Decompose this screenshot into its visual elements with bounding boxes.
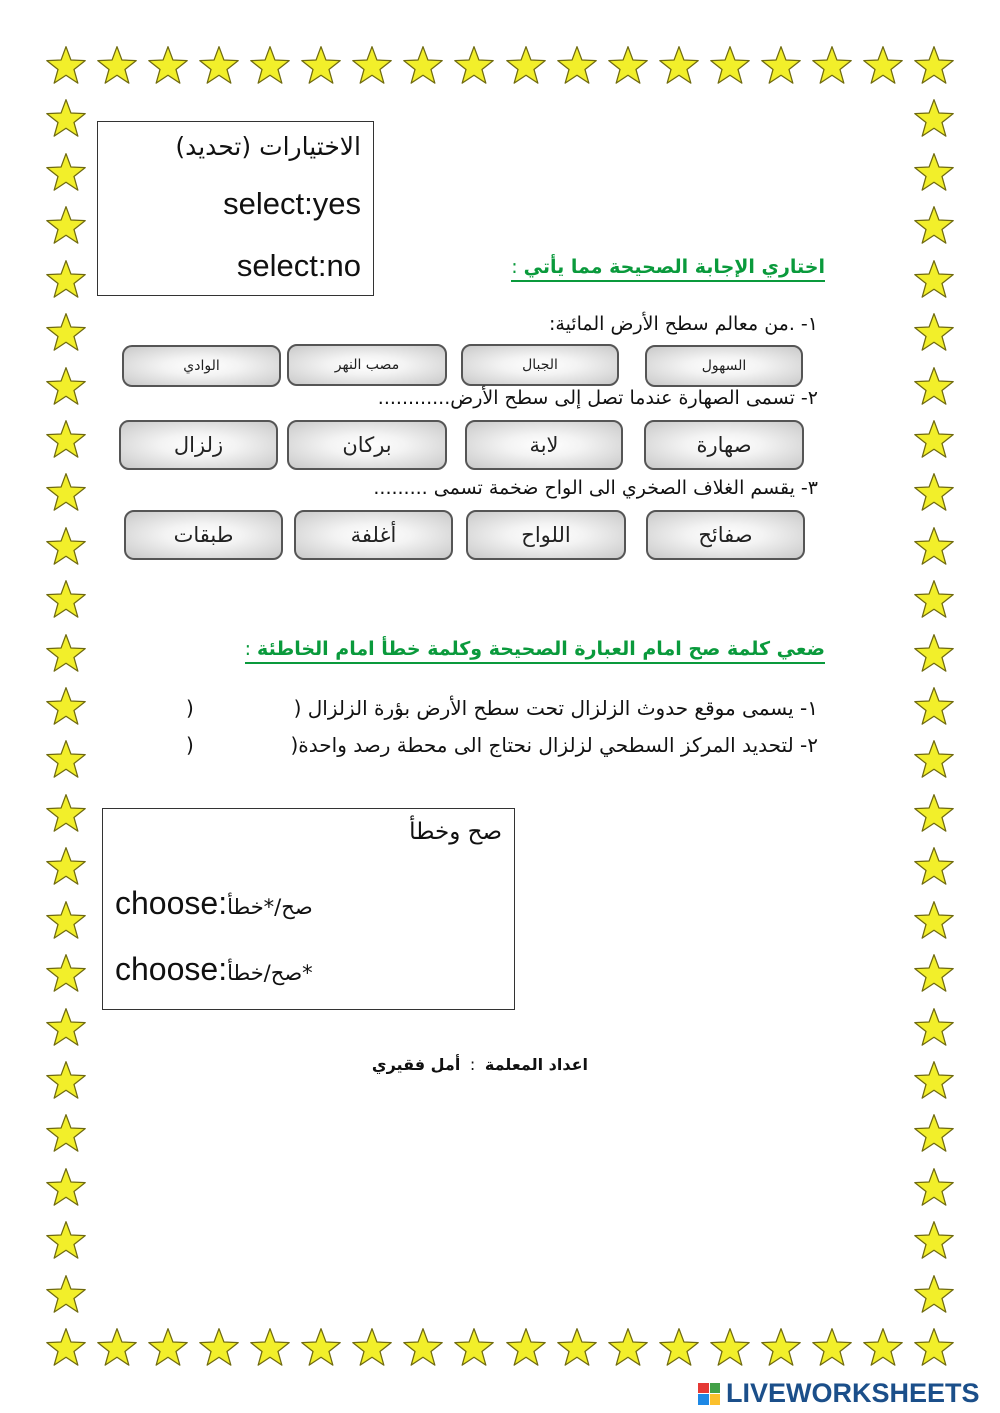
- true-false-row-1: [115, 885, 313, 922]
- star-icon: [913, 152, 955, 194]
- star-icon: [913, 686, 955, 728]
- star-icon: [453, 45, 495, 87]
- q3-option-1[interactable]: صفائح: [646, 510, 805, 560]
- q2-option-3[interactable]: بركان: [287, 420, 447, 470]
- star-icon: [862, 1327, 904, 1369]
- star-icon: [760, 45, 802, 87]
- true-false-box: [102, 808, 515, 1010]
- star-icon: [505, 45, 547, 87]
- true-false-row-2: [115, 951, 313, 988]
- q3-option-4[interactable]: طبقات: [124, 510, 283, 560]
- star-icon: [913, 1060, 955, 1102]
- star-icon: [147, 1327, 189, 1369]
- star-icon: [913, 1274, 955, 1316]
- row2-choose-label: choose:: [115, 951, 228, 987]
- star-icon: [811, 45, 853, 87]
- star-icon: [45, 1274, 87, 1316]
- star-icon: [45, 1327, 87, 1369]
- star-icon: [913, 1113, 955, 1155]
- star-icon: [913, 1007, 955, 1049]
- star-icon: [300, 1327, 342, 1369]
- logo-text: LIVEWORKSHEETS: [726, 1378, 980, 1408]
- row1-choices: صح/*خطأ: [227, 895, 313, 919]
- star-icon: [607, 1327, 649, 1369]
- star-icon: [913, 312, 955, 354]
- q2-option-1[interactable]: صهارة: [644, 420, 804, 470]
- star-icon: [45, 1113, 87, 1155]
- star-icon: [96, 45, 138, 87]
- star-icon: [913, 739, 955, 781]
- true-false-title: صح وخطأ: [409, 819, 502, 845]
- question-2: ٢- تسمى الصهارة عندما تصل إلى سطح الأرض............: [377, 387, 818, 409]
- q3-option-3[interactable]: أغلفة: [294, 510, 453, 560]
- q1-option-3[interactable]: مصب النهر: [287, 344, 447, 386]
- star-icon: [45, 1220, 87, 1262]
- star-icon: [198, 45, 240, 87]
- section1-heading-text: اختاري الإجابة الصحيحة مما يأتي: [523, 256, 825, 278]
- star-icon: [913, 1167, 955, 1209]
- star-icon: [913, 579, 955, 621]
- star-icon: [913, 366, 955, 408]
- star-icon: [913, 1327, 955, 1369]
- star-icon: [45, 846, 87, 888]
- star-icon: [913, 633, 955, 675]
- star-icon: [556, 1327, 598, 1369]
- star-icon: [402, 45, 444, 87]
- star-icon: [913, 98, 955, 140]
- star-icon: [556, 45, 598, 87]
- star-icon: [45, 45, 87, 87]
- star-icon: [45, 472, 87, 514]
- star-icon: [913, 846, 955, 888]
- star-icon: [811, 1327, 853, 1369]
- star-icon: [913, 900, 955, 942]
- star-icon: [862, 45, 904, 87]
- question-3: ٣- يقسم الغلاف الصخري الى الواح ضخمة تسمى .........: [373, 477, 818, 499]
- statement-2-close-paren: ): [186, 733, 194, 757]
- star-icon: [300, 45, 342, 87]
- logo-mark-cell-2: [710, 1383, 721, 1394]
- star-icon: [45, 739, 87, 781]
- q2-option-2[interactable]: لابة: [465, 420, 623, 470]
- star-icon: [45, 98, 87, 140]
- star-icon: [45, 1167, 87, 1209]
- star-icon: [913, 526, 955, 568]
- instructions-box: [97, 121, 374, 296]
- star-icon: [45, 633, 87, 675]
- star-icon: [45, 1060, 87, 1102]
- star-icon: [45, 419, 87, 461]
- q3-option-2[interactable]: اللواح: [466, 510, 626, 560]
- section1-heading-colon: :: [511, 256, 518, 278]
- star-icon: [658, 1327, 700, 1369]
- star-icon: [45, 1007, 87, 1049]
- star-icon: [658, 45, 700, 87]
- star-icon: [45, 793, 87, 835]
- star-icon: [249, 1327, 291, 1369]
- star-icon: [45, 526, 87, 568]
- logo-mark-icon: [698, 1383, 720, 1405]
- star-icon: [760, 1327, 802, 1369]
- star-icon: [913, 953, 955, 995]
- q1-option-4[interactable]: الوادي: [122, 345, 281, 387]
- question-1: ١- .من معالم سطح الأرض المائية:: [548, 313, 818, 335]
- statement-1: ١- يسمى موقع حدوث الزلزال تحت سطح الأرض بؤرة الزلزال (: [293, 696, 818, 720]
- star-icon: [913, 205, 955, 247]
- star-icon: [913, 472, 955, 514]
- star-icon: [709, 1327, 751, 1369]
- teacher-separator: :: [469, 1055, 476, 1074]
- star-icon: [505, 1327, 547, 1369]
- statement-2: ٢- لتحديد المركز السطحي لزلزال نحتاج الى محطة رصد واحدة(: [290, 733, 818, 757]
- logo-mark-cell-4: [710, 1394, 721, 1405]
- logo-mark-cell-3: [698, 1394, 709, 1405]
- star-icon: [709, 45, 751, 87]
- star-icon: [913, 259, 955, 301]
- star-icon: [45, 259, 87, 301]
- row2-choices: *صح/خطأ: [227, 961, 313, 985]
- star-icon: [45, 900, 87, 942]
- star-icon: [45, 686, 87, 728]
- star-icon: [913, 793, 955, 835]
- star-icon: [147, 45, 189, 87]
- q2-option-4[interactable]: زلزال: [119, 420, 278, 470]
- statement-1-close-paren: ): [186, 696, 194, 720]
- star-icon: [453, 1327, 495, 1369]
- section1-heading: [511, 256, 825, 282]
- star-icon: [45, 205, 87, 247]
- instructions-line-no: select:no: [236, 248, 361, 283]
- star-icon: [198, 1327, 240, 1369]
- q1-option-2[interactable]: الجبال: [461, 344, 619, 386]
- star-icon: [45, 152, 87, 194]
- instructions-line-yes: select:yes: [223, 186, 361, 221]
- star-icon: [402, 1327, 444, 1369]
- star-icon: [96, 1327, 138, 1369]
- star-icon: [45, 366, 87, 408]
- star-icon: [351, 45, 393, 87]
- instructions-title: الاختيارات (تحديد): [175, 132, 361, 161]
- star-icon: [45, 953, 87, 995]
- section2-heading-colon: :: [244, 638, 252, 660]
- star-icon: [45, 579, 87, 621]
- teacher-credit: [372, 1055, 588, 1074]
- star-icon: [913, 45, 955, 87]
- section2-heading: [245, 638, 825, 664]
- star-icon: [45, 312, 87, 354]
- row1-choose-label: choose:: [115, 885, 228, 921]
- teacher-name: أمل فقيري: [371, 1055, 461, 1074]
- teacher-label: اعداد المعلمة: [484, 1055, 588, 1074]
- star-icon: [249, 45, 291, 87]
- liveworksheets-logo[interactable]: [698, 1378, 980, 1409]
- logo-mark-cell-1: [698, 1383, 709, 1394]
- star-icon: [913, 1220, 955, 1262]
- star-icon: [351, 1327, 393, 1369]
- star-icon: [607, 45, 649, 87]
- q1-option-1[interactable]: السهول: [645, 345, 803, 387]
- section2-heading-text: ضعي كلمة صح امام العبارة الصحيحة وكلمة خطأ امام الخاطئة: [257, 638, 825, 660]
- star-icon: [913, 419, 955, 461]
